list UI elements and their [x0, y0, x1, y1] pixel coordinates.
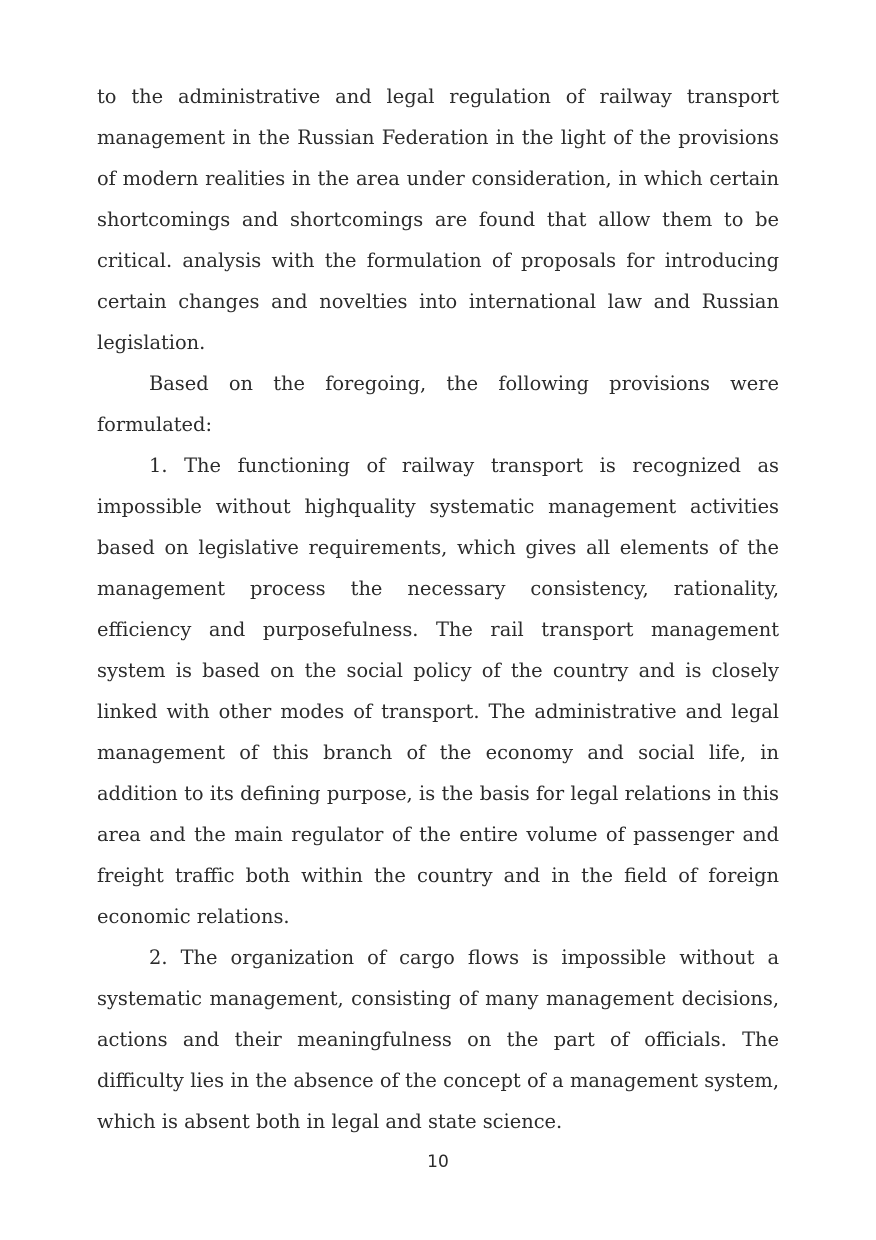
page-number: 10 [427, 1152, 449, 1172]
paragraph-provision-1: 1. The functioning of railway transport is recognized as impossible without highquality systematic management activities based on legislative requirements, which gives all elements of the management process the necessary consistency, rationality, efficiency and purposefulness. The rail transport management system is based on the social policy of the country and is closely linked with other modes of transport. The administrative and legal management of this branch of the economy and social life, in addition to its defining purpose, is the basis for legal relations in this area and the main regulator of the entire volume of passenger and freight traffic both within the country and in the field of foreign economic relations. [97, 454, 779, 928]
paragraph-continuation: to the administrative and legal regulation of railway transport management in the Russian Federation in the light of the provisions of modern realities in the area under consideration, in which certain shortcomings and shortcomings are found that allow them to be critical. analysis with the formulation of proposals for introducing certain changes and novelties into international law and Russian legislation. [97, 85, 779, 354]
body-text [97, 76, 779, 1142]
paragraph-intro: Based on the foregoing, the following provisions were formulated: [97, 372, 779, 436]
paragraph-provision-2: 2. The organization of cargo flows is impossible without a systematic management, consisting of many management decisions, actions and their meaningfulness on the part of officials. The difficulty lies in the absence of the concept of a management system, which is absent both in legal and state science. [97, 946, 779, 1133]
